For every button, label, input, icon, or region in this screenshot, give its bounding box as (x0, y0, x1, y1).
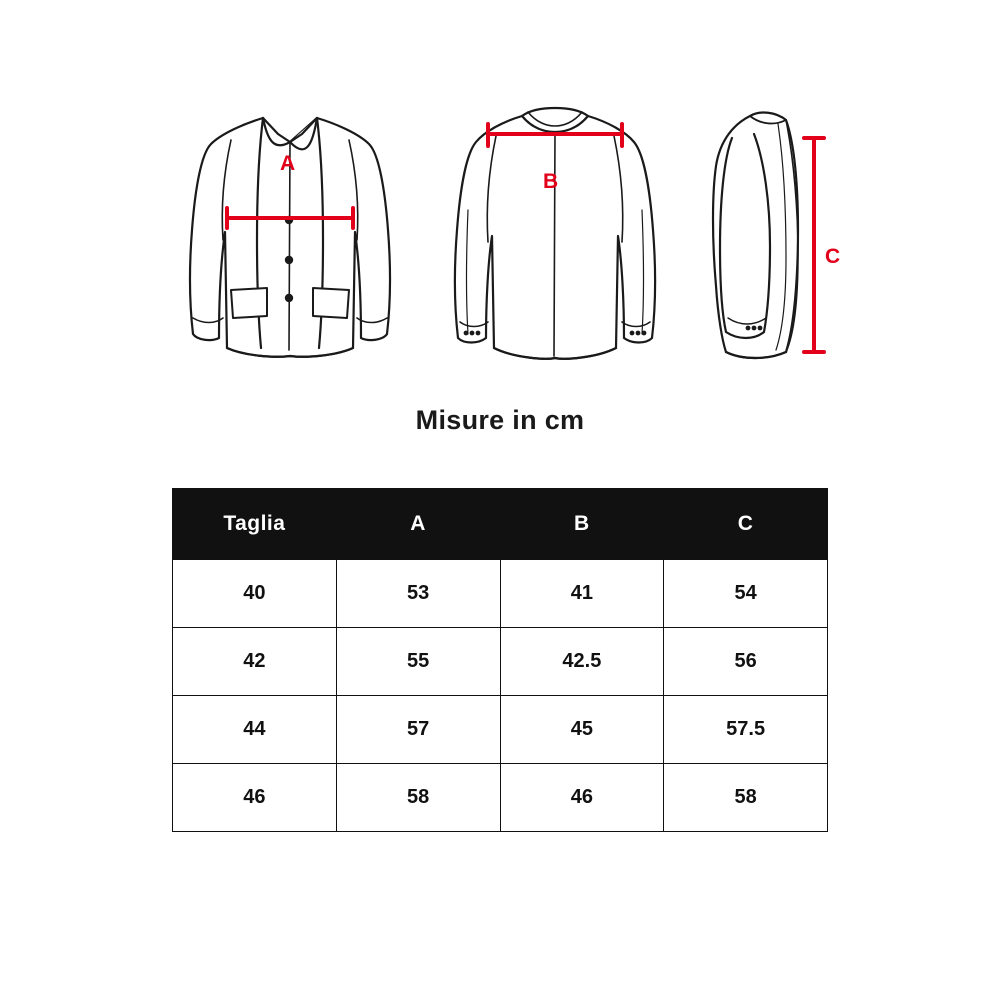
header-cell-c: C (664, 489, 828, 560)
marker-label-a: A (280, 152, 296, 175)
header-cell-taglia: Taglia (173, 489, 337, 560)
size-table (172, 488, 828, 832)
marker-label-c: C (825, 245, 841, 268)
cell-c: 56 (664, 628, 828, 696)
header-cell-b: B (500, 489, 664, 560)
size-table-container (172, 488, 828, 832)
cell-c: 57.5 (664, 696, 828, 764)
jacket-front-view (175, 90, 405, 380)
cell-c: 58 (664, 764, 828, 832)
table-row (173, 764, 828, 832)
cell-size: 40 (173, 560, 337, 628)
size-table-body (173, 560, 828, 832)
table-row (173, 628, 828, 696)
cell-size: 42 (173, 628, 337, 696)
table-header-row (173, 489, 828, 560)
cell-b: 45 (500, 696, 664, 764)
header-cell-a: A (336, 489, 500, 560)
measurements-caption: Misure in cm (415, 405, 585, 435)
jacket-side-view (690, 90, 870, 380)
jacket-back-view (440, 90, 670, 380)
table-row (173, 696, 828, 764)
marker-label-b: B (543, 170, 559, 193)
cell-b: 42.5 (500, 628, 664, 696)
cell-size: 46 (173, 764, 337, 832)
table-row (173, 560, 828, 628)
cell-a: 55 (336, 628, 500, 696)
cell-b: 41 (500, 560, 664, 628)
garment-illustrations (0, 90, 1000, 380)
cell-size: 44 (173, 696, 337, 764)
cell-b: 46 (500, 764, 664, 832)
cell-a: 58 (336, 764, 500, 832)
cell-a: 53 (336, 560, 500, 628)
size-table-head (173, 489, 828, 560)
cell-c: 54 (664, 560, 828, 628)
cell-a: 57 (336, 696, 500, 764)
